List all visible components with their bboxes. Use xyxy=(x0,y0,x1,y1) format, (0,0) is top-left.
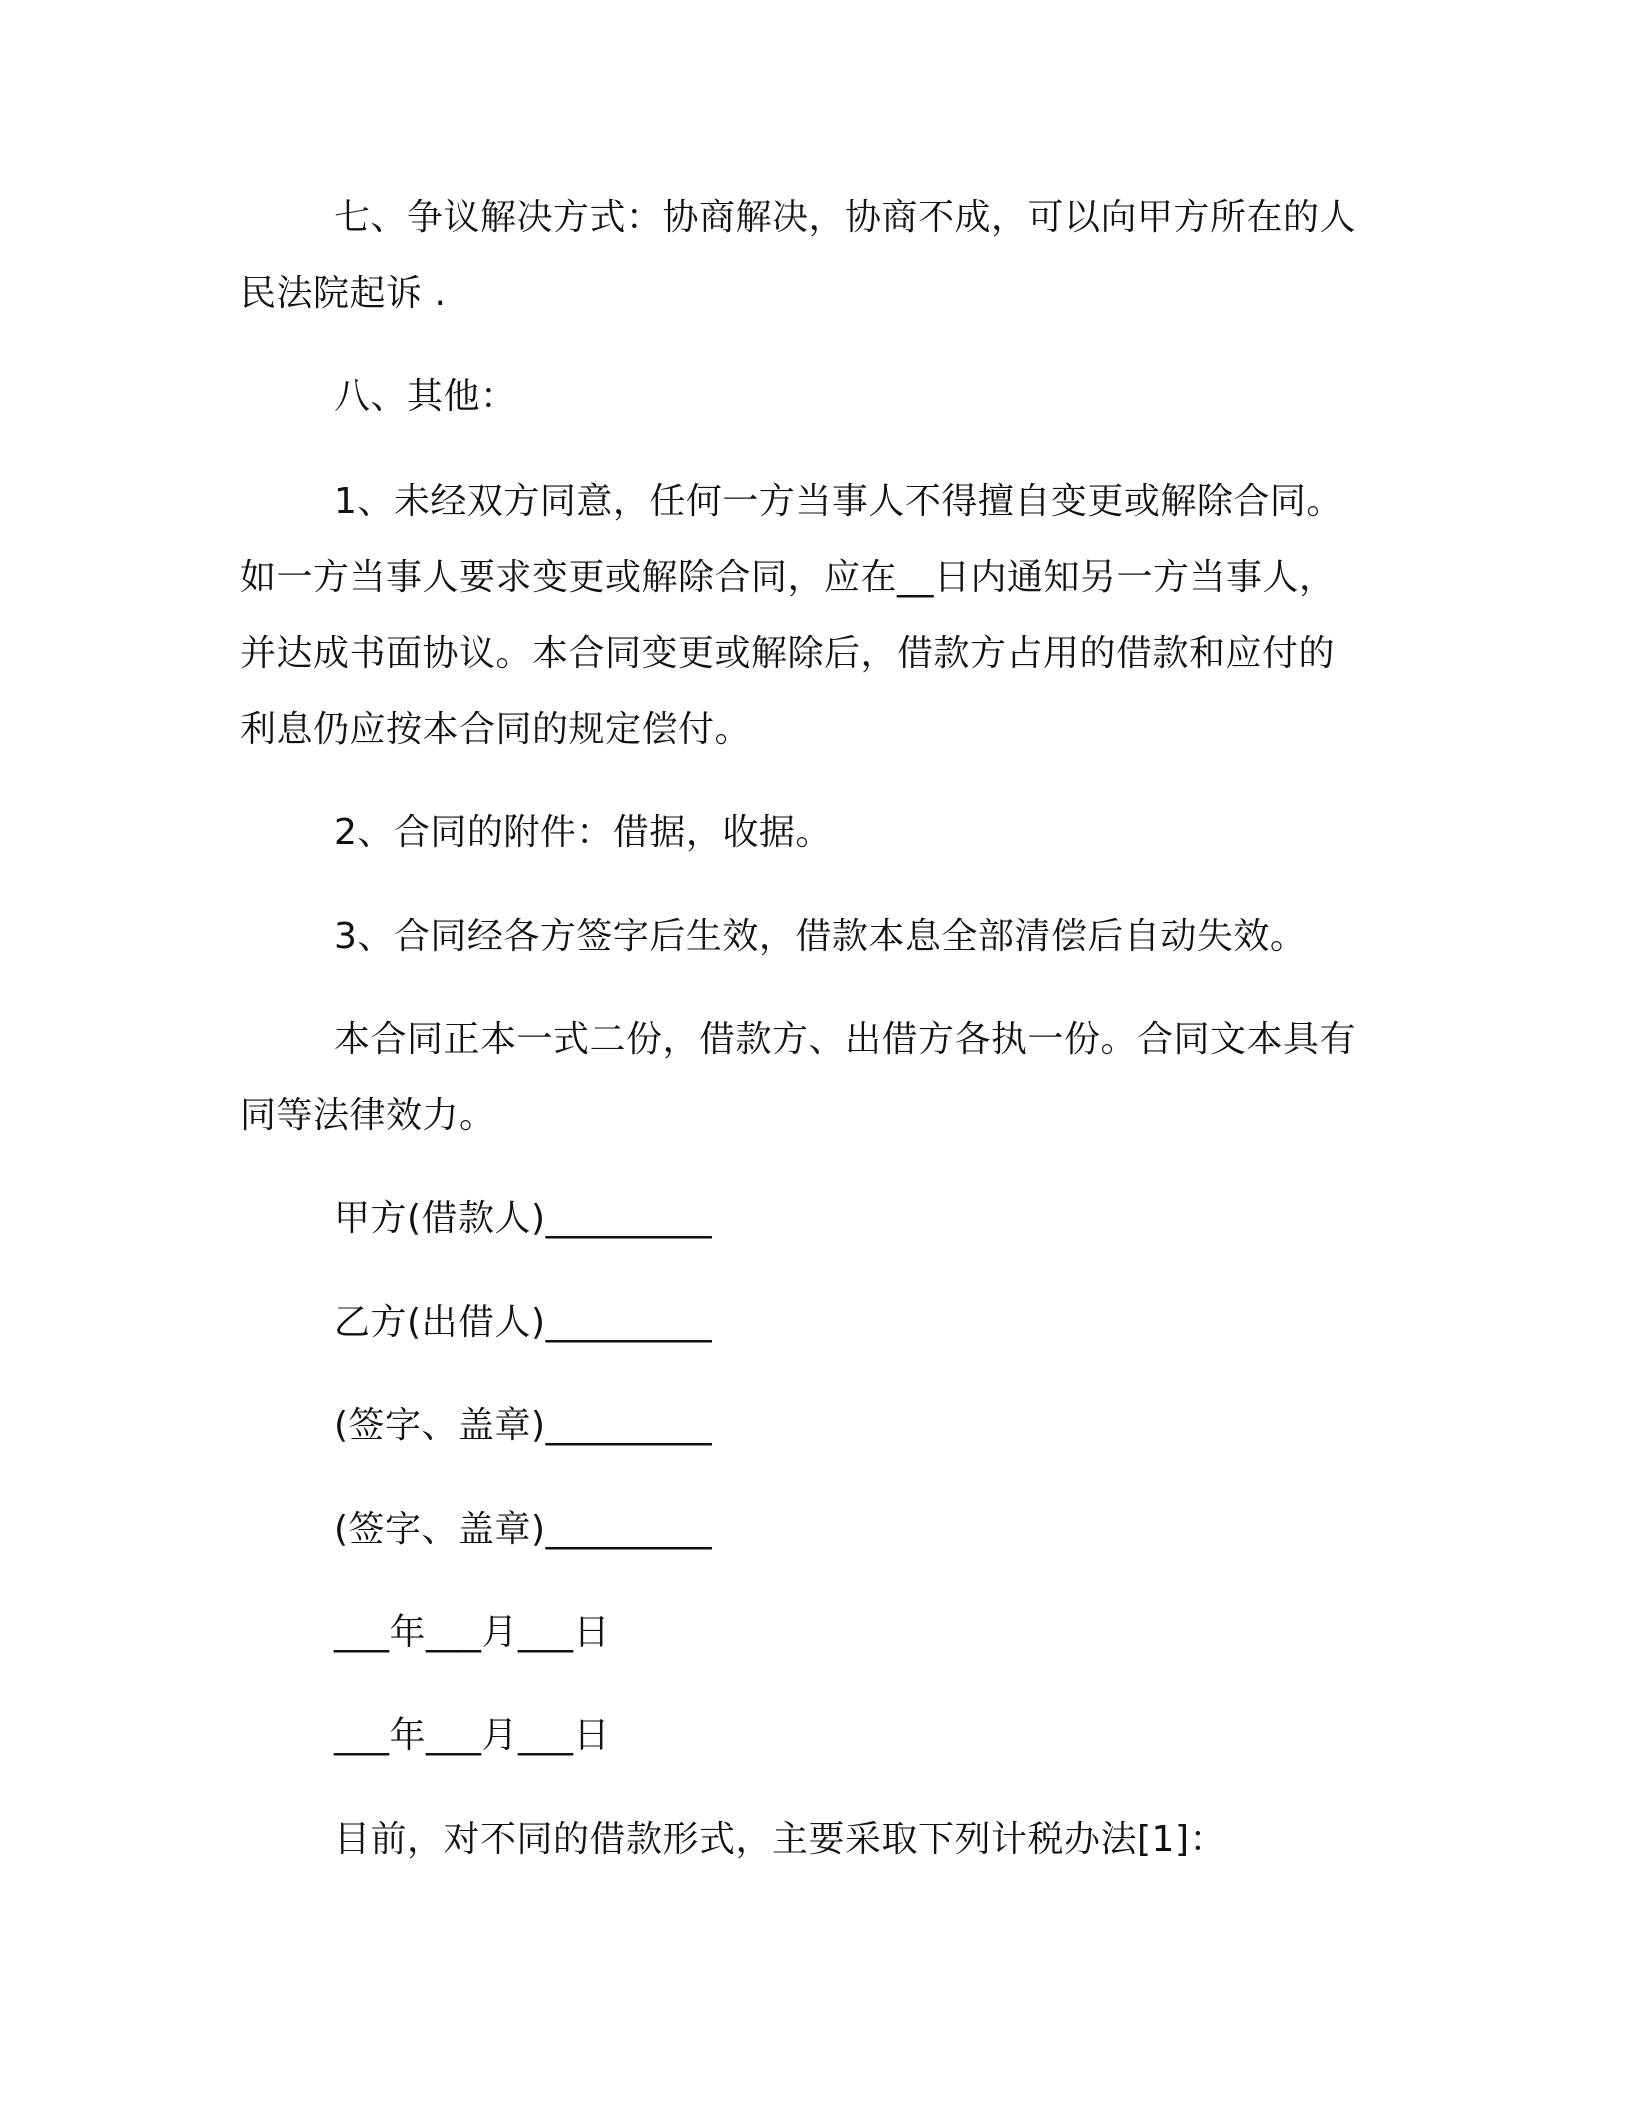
date-line-1: ___年___月___日 xyxy=(334,1612,611,1653)
clause-7-line-1: 七、争议解决方式：协商解决，协商不成，可以向甲方所在的人 xyxy=(334,197,1357,238)
seal-line-1: (签字、盖章)_________ xyxy=(334,1405,713,1446)
clause-8-1-line-4: 利息仍应按本合同的规定偿付。 xyxy=(240,709,752,750)
seal-line-2: (签字、盖章)_________ xyxy=(334,1509,713,1550)
clause-8-heading: 八、其他： xyxy=(334,376,517,417)
party-a-signature: 甲方(借款人)_________ xyxy=(334,1198,713,1239)
clause-8-1-line-1: 1、未经双方同意，任何一方当事人不得擅自变更或解除合同。 xyxy=(334,481,1343,522)
clause-7-line-2: 民法院起诉 . xyxy=(240,273,447,314)
clause-8-1-line-3: 并达成书面协议。本合同变更或解除后，借款方占用的借款和应付的 xyxy=(240,633,1336,674)
tax-method-intro: 目前，对不同的借款形式，主要采取下列计税办法[1]： xyxy=(334,1819,1226,1860)
party-b-signature: 乙方(出借人)_________ xyxy=(334,1302,713,1343)
clause-8-3: 3、合同经各方签字后生效，借款本息全部清偿后自动失效。 xyxy=(334,916,1307,957)
clause-8-1-line-2: 如一方当事人要求变更或解除合同，应在__日内通知另一方当事人， xyxy=(240,557,1336,598)
clause-8-2: 2、合同的附件：借据，收据。 xyxy=(334,812,832,853)
copies-line-2: 同等法律效力。 xyxy=(240,1095,496,1136)
date-line-2: ___年___月___日 xyxy=(334,1715,611,1756)
copies-line-1: 本合同正本一式二份，借款方、出借方各执一份。合同文本具有 xyxy=(334,1019,1357,1060)
